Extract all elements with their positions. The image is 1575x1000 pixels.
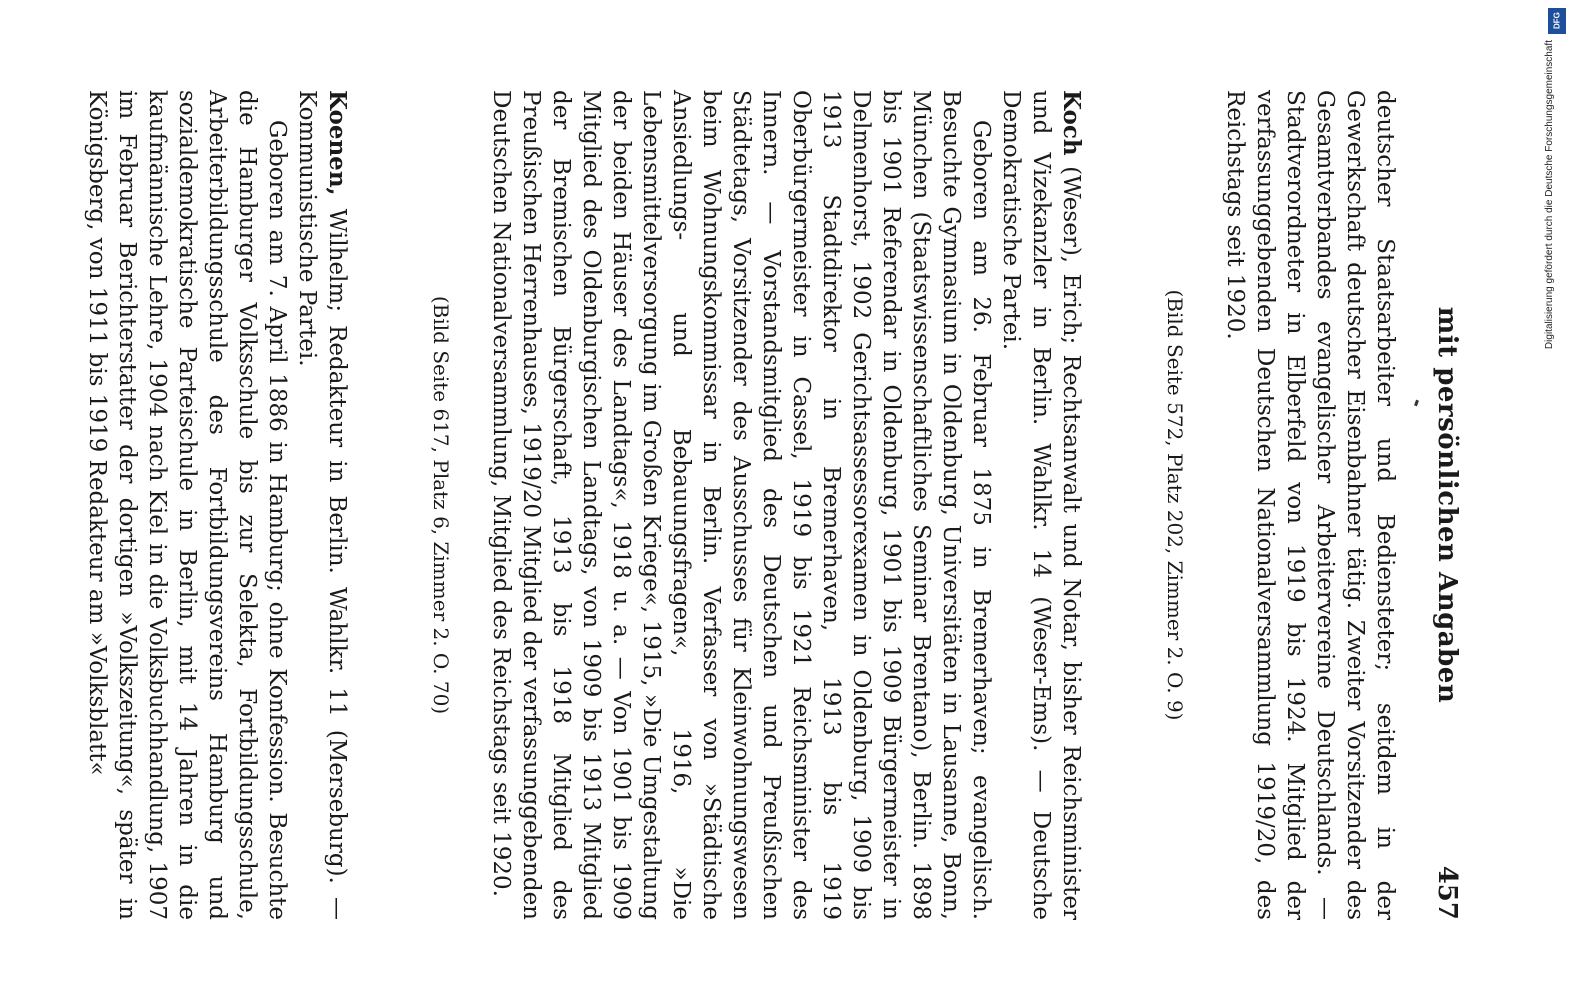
text-column (82, 90, 1400, 920)
entry-intro: (Weser), Erich; Rechtsanwalt und Notar, bisher Reichsminister und Vizekanzler in Berlin. Wahlkr. 14 (Weser-Ems). — Deutsche Demokratische Partei. (998, 90, 1084, 920)
entry-koenen (82, 90, 352, 920)
bild-reference: (Bild Seite 617, Platz 6, Zimmer 2. O. 70) (429, 295, 453, 715)
entry-paragraph: Geboren am 7. April 1886 in Hamburg; ohne Konfession. Besuchte die Hamburger Volksschule bis zur Selekta, Fortbildungsschule, Arbeiterbildungsschule des Fortbildungsvereins Hamburg und sozialdemokratische Parteischule in Berlin, mit 14 Jahren in die kaufmännische Lehre, 1904 nach Kiel in die Volksbuchhandlung, 1907 im Februar Berichterstatter der dortigen »Volkszeitung«, später in Königsberg, von 1911 bis 1919 Redakteur am »Volksblatt« (84, 90, 290, 920)
digitization-sidebar (1540, 0, 1575, 1000)
entry-paragraph: deutscher Staatsarbeiter und Bediensteter; seitdem in der Gewerkschaft deutscher Eisenbahner tätig. Zweiter Vorsitzender des Gesamtverbandes evangelischer Arbeitervereine Deutschlands. — Stadtverordneter in Elberfeld von 1919 bis 1924. Mitglied der verfassunggebenden Deutschen Nationalversammlung 1919/20, des Reichstags seit 1920. (1222, 90, 1398, 920)
running-title: mit persönlichen Angaben (1432, 306, 1462, 704)
entry-name: Koenen, (324, 90, 351, 196)
entry-heading (996, 90, 1086, 920)
page-number: 457 (1432, 865, 1462, 920)
entry-continuation (1160, 90, 1400, 920)
digitization-credit: Digitalisierung gefördert durch die Deutsche Forschungsgemeinschaft (1544, 40, 1555, 350)
page-header (1422, 90, 1462, 920)
entry-paragraph: Geboren am 26. Februar 1875 in Bremerhaven; evangelisch. Besuchte Gymnasium in Oldenburg, Universitäten in Lausanne, Bonn, München (Staatswissenschaftliches Seminar Brentano), Berlin. 1898 bis 1901 Referendar in Oldenburg, 1901 bis 1909 Bürgermeister in Delmenhorst, 1902 Gerichtsassessorexamen in Oldenburg, 1909 bis 1913 Stadtdirektor in Bremerhaven, 1913 bis 1919 Oberbürgermeister in Cassel, 1919 bis 1921 Reichsminister des Innern. — Vorstandsmitglied des Deutschen und Preußischen Städtetags, Vorsitzender des Ausschusses für Kleinwohnungswesen beim Wohnungskommissar in Berlin. Verfasser von »Städtische Ansiedlungs- und Bebauungsfragen«, 1916, »Die Lebensmittelversorgung im Großen Kriege«, 1915, »Die Umgestaltung der beiden Häuser des Landtags«, 1918 u. a. — Von 1901 bis 1909 Mitglied des Oldenburgischen Landtags, von 1909 bis 1913 Mitglied der Bremischen Bürgerschaft, 1913 bis 1918 Mitglied des Preußischen Herrenhauses, 1919/20 Mitglied der verfassunggebenden Deutschen Nationalversammlung, Mitglied des Reichstags seit 1920. (488, 90, 994, 920)
entry-koch (426, 90, 1086, 920)
entry-intro: Wilhelm; Redakteur in Berlin. Wahlkr. 11 (Merseburg). — Kommunistische Partei. (294, 90, 350, 920)
scan-speck (1414, 400, 1419, 407)
entry-heading (292, 90, 352, 920)
dfg-logo: DFG (1548, 8, 1566, 34)
entry-name: Koch (1058, 90, 1085, 156)
bild-reference: (Bild Seite 572, Platz 202, Zimmer 2. O. 9) (1163, 289, 1187, 721)
